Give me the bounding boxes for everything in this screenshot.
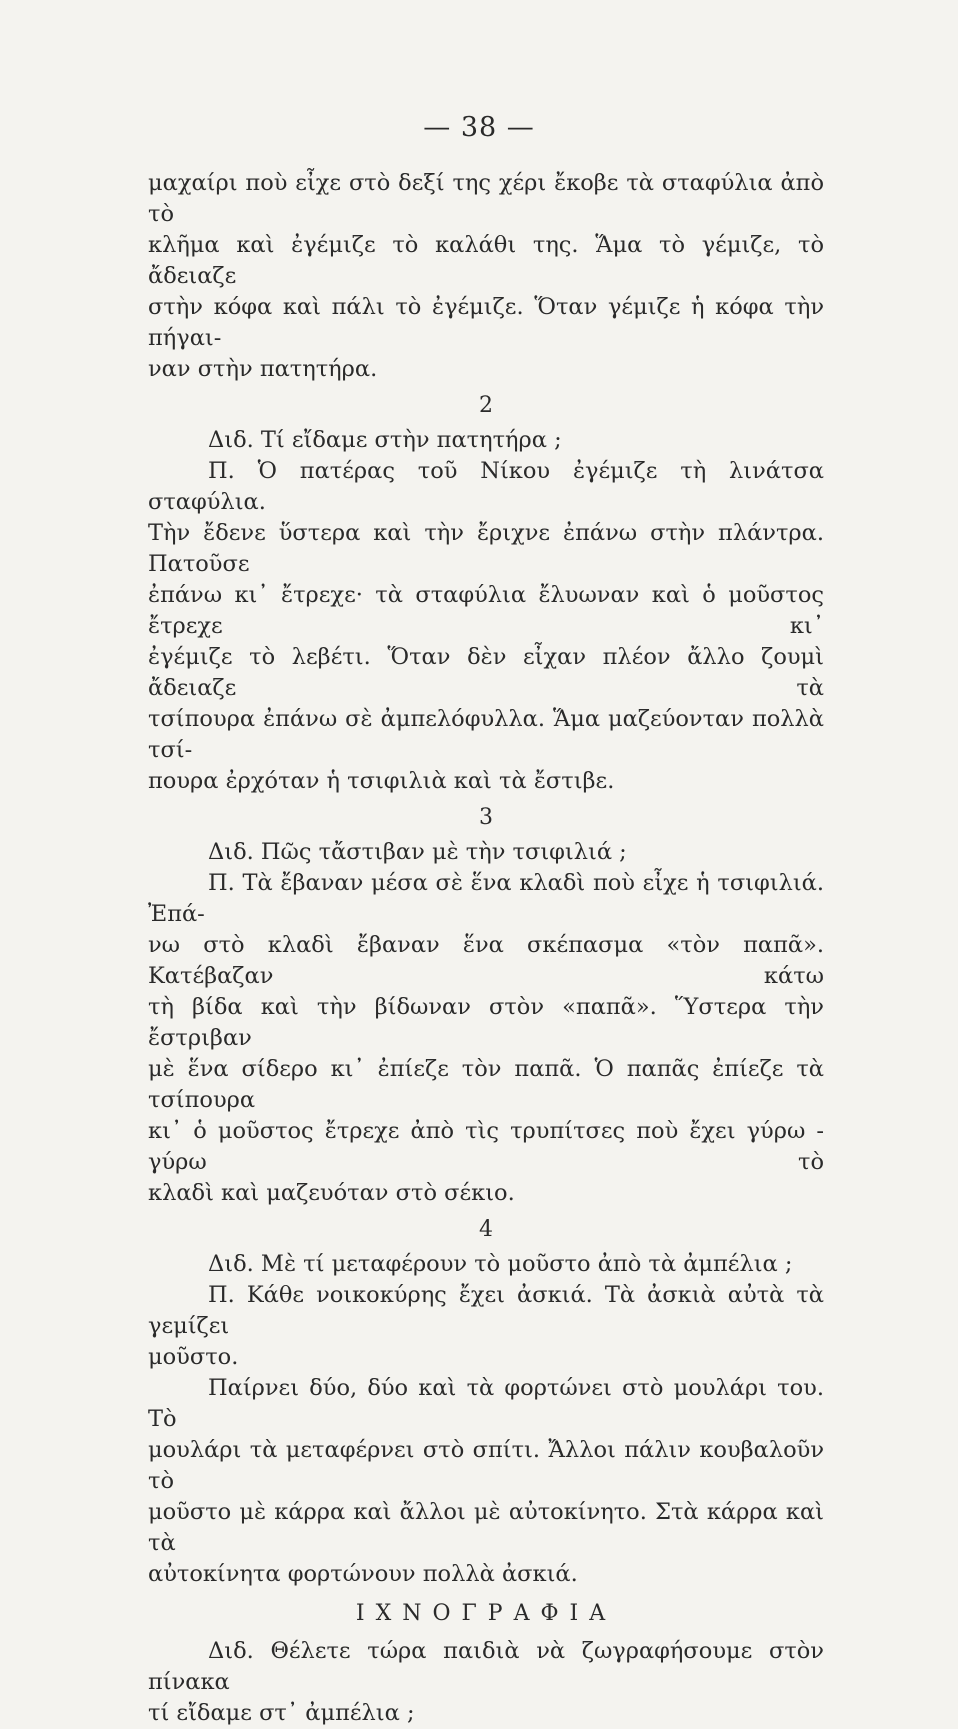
text-line: ναν στὴν πατητήρα.	[148, 356, 378, 382]
section-number: 4	[479, 1217, 493, 1242]
text-line: Διδ. Θέλετε τώρα παιδιὰ νὰ ζωγραφήσουμε στὸν πίνακα	[148, 1638, 824, 1695]
section-number: 3	[479, 805, 493, 830]
text-line: τὴ βίδα καὶ τὴν βίδωναν στὸν «παπᾶ». Ὕστερα τὴν ἔστριβαν	[148, 994, 824, 1051]
text-line: Τὴν ἔδενε ὕστερα καὶ τὴν ἔριχνε ἐπάνω στὴν πλάντρα. Πατοῦσε	[148, 520, 824, 577]
text-line: νω στὸ κλαδὶ ἔβαναν ἕνα σκέπασμα «τὸν παπᾶ». Κατέβαζαν κάτω	[148, 932, 824, 989]
text-line: μὲ ἕνα σίδερο κι᾽ ἐπίεζε τὸν παπᾶ. Ὁ παπᾶς ἐπίεζε τὰ τσίπουρα	[148, 1056, 824, 1113]
text-line: μαχαίρι ποὺ εἶχε στὸ δεξί της χέρι ἔκοβε τὰ σταφύλια ἀπὸ τὸ	[148, 170, 824, 227]
text-line: ἐγέμιζε τὸ λεβέτι. Ὅταν δὲν εἶχαν πλέον ἄλλο ζουμὶ ἄδειαζε τὰ	[148, 644, 824, 701]
text-line: κλαδὶ καὶ μαζευόταν στὸ σέκιο.	[148, 1180, 515, 1206]
text-line: Παίρνει δύο, δύο καὶ τὰ φορτώνει στὸ μουλάρι του. Τὸ	[148, 1375, 824, 1432]
text-line: μουλάρι τὰ μεταφέρνει στὸ σπίτι. Ἄλλοι πάλιν κουβαλοῦν τὸ	[148, 1437, 824, 1494]
body-text	[148, 168, 824, 1729]
text-line: Π. Τὰ ἔβαναν μέσα σὲ ἕνα κλαδὶ ποὺ εἶχε ἡ τσιφιλιά. Ἐπά-	[148, 870, 824, 927]
text-line: μοῦστο.	[148, 1344, 239, 1370]
text-line: τί εἴδαμε στ᾽ ἀμπέλια ;	[148, 1700, 415, 1726]
page-number: — 38 —	[423, 112, 535, 143]
text-line: μοῦστο μὲ κάρρα καὶ ἄλλοι μὲ αὐτοκίνητο. Στὰ κάρρα καὶ τὰ	[148, 1499, 824, 1556]
text-line: Π. Κάθε νοικοκύρης ἔχει ἀσκιά. Τὰ ἀσκιὰ αὐτὰ τὰ γεμίζει	[148, 1282, 824, 1339]
section-number: 2	[479, 393, 493, 418]
text-line: κλῆμα καὶ ἐγέμιζε τὸ καλάθι της. Ἅμα τὸ γέμιζε, τὸ ἄδειαζε	[148, 232, 824, 289]
text-line: Π. Ὁ πατέρας τοῦ Νίκου ἐγέμιζε τὴ λινάτσα σταφύλια.	[148, 458, 824, 515]
text-line: Διδ. Μὲ τί μεταφέρουν τὸ μοῦστο ἀπὸ τὰ ἀμπέλια ;	[208, 1251, 793, 1277]
text-line: τσίπουρα ἐπάνω σὲ ἀμπελόφυλλα. Ἅμα μαζεύονταν πολλὰ τσί-	[148, 706, 824, 763]
text-line: Διδ. Πῶς τἄστιβαν μὲ τὴν τσιφιλιά ;	[208, 839, 627, 865]
text-line: πουρα ἐρχόταν ἡ τσιφιλιὰ καὶ τὰ ἔστιβε.	[148, 768, 615, 794]
text-line: στὴν κόφα καὶ πάλι τὸ ἐγέμιζε. Ὅταν γέμιζε ἡ κόφα τὴν πήγαι-	[148, 294, 824, 351]
section-heading: ΙΧΝΟΓΡΑΦΙΑ	[355, 1601, 617, 1626]
text-line: κι᾽ ὁ μοῦστος ἔτρεχε ἀπὸ τὶς τρυπίτσες ποὺ ἔχει γύρω - γύρω τὸ	[148, 1118, 824, 1175]
text-line: Διδ. Τί εἴδαμε στὴν πατητήρα ;	[208, 427, 562, 453]
text-line: ἐπάνω κι᾽ ἔτρεχε· τὰ σταφύλια ἔλυωναν καὶ ὁ μοῦστος ἔτρεχε κι᾽	[148, 582, 824, 639]
text-line: αὐτοκίνητα φορτώνουν πολλὰ ἀσκιά.	[148, 1561, 578, 1587]
